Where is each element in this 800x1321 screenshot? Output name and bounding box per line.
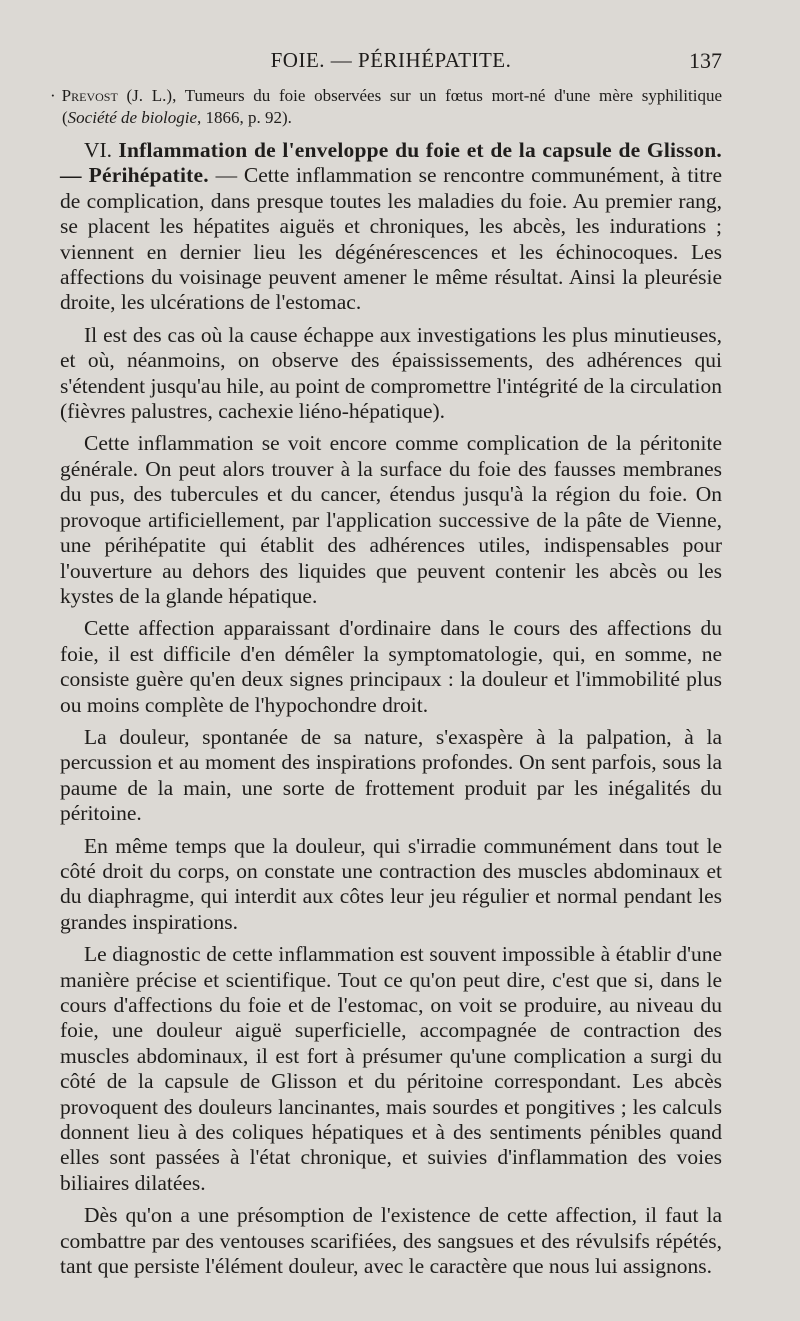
- reference-text-2: , 1866, p. 92).: [197, 108, 292, 127]
- reference-bullet: ·: [50, 86, 56, 105]
- main-text: [60, 138, 722, 1286]
- paragraph: Il est des cas où la cause échappe aux investigations les plus minutieuses, et où, néanmoins, on observe des épaississements, des adhérences qui s'étendent jusqu'au hile, au point de compromettre l'intégrité de la circulation (fièvres palustres, cachexie liéno-hépatique).: [60, 322, 722, 424]
- paragraph: Cette inflammation se voit encore comme complication de la péritonite générale. On peut alors trouver à la surface du foie des fausses membranes du pus, des tubercules et du cancer, étendus jusqu'à la région du foie. On provoque artificiellement, par l'application successive de la pâte de Vienne, une périhépatite qui établit des adhérences utiles, indispensables pour l'ouverture au dehors des liquides que peuvent contenir les abcès ou les kystes de la glande hépatique.: [60, 431, 722, 608]
- paragraph: Dès qu'on a une présomption de l'existence de cette affection, il faut la combattre par des ventouses scarifiées, des sangsues et des révulsifs répétés, tant que persiste l'élément douleur, avec le caractère que nous lui assignons.: [60, 1203, 722, 1279]
- running-title: FOIE. — PÉRIHÉPATITE.: [270, 48, 512, 72]
- paragraph: Le diagnostic de cette inflammation est souvent impossible à établir d'une manière précise et scientifique. Tout ce qu'on peut dire, c'est que si, dans le cours d'affections du foie et de l'estomac, on voit se produire, au niveau du foie, une douleur aiguë superficielle, accompagnée de contraction des muscles abdominaux, il est fort à présumer qu'une complication a surgi du côté de la capsule de Glisson et du péritoine correspondant. Les abcès provoquent des douleurs lancinantes, mais sourdes et pongitives ; les calculs donnent lieu à des coliques hépatiques et à des sentiments pénibles quand elles sont passées à l'état chronique, et suivies d'inflammation des voies biliaires dilatées.: [60, 942, 722, 1195]
- reference-source: Société de biologie: [67, 108, 198, 127]
- paragraph: En même temps que la douleur, qui s'irradie communément dans tout le côté droit du corps, on constate une contraction des muscles abdominaux et du diaphragme, qui interdit aux côtes leur jeu régulier et normal pendant les grandes inspirations.: [60, 833, 722, 934]
- section-paragraph: [60, 138, 722, 316]
- paragraph: Cette affection apparaissant d'ordinaire dans le cours des affections du foie, il est difficile d'en démêler la symptomatologie, qui, en somme, ne consiste guère qu'en deux signes principaux : la douleur et l'immobilité plus ou moins complète de l'hypochondre droit.: [60, 616, 722, 717]
- reference-text-1: (J. L.), Tumeurs du foie observées sur un fœtus mort-né d'une mère syphilitique (: [62, 86, 722, 127]
- section-number: VI.: [84, 138, 113, 162]
- bibliographic-reference: [50, 85, 722, 129]
- section-lead-text: — Cette inflammation se rencontre communément, à titre de complication, dans presque toutes les maladies du foie. Au premier rang, se placent les hépatites aiguës et chroniques, les abcès, les indurations ; viennent en dernier lieu les dégénérescences et les échinocoques. Les affections du voisinage peuvent amener le même résultat. Ainsi la pleurésie droite, les ulcérations de l'estomac.: [60, 163, 722, 315]
- reference-author: Prevost: [61, 86, 118, 105]
- page-header: [60, 48, 722, 78]
- paragraph: La douleur, spontanée de sa nature, s'exaspère à la palpation, à la percussion et au moment des inspirations profondes. On sent parfois, sous la paume de la main, une sorte de frottement produit par les inégalités du péritoine.: [60, 724, 722, 826]
- section-heading: Inflammation de l'enveloppe du foie et de la capsule de Glisson. — Périhépatite.: [60, 138, 722, 188]
- page-number: 137: [689, 48, 722, 73]
